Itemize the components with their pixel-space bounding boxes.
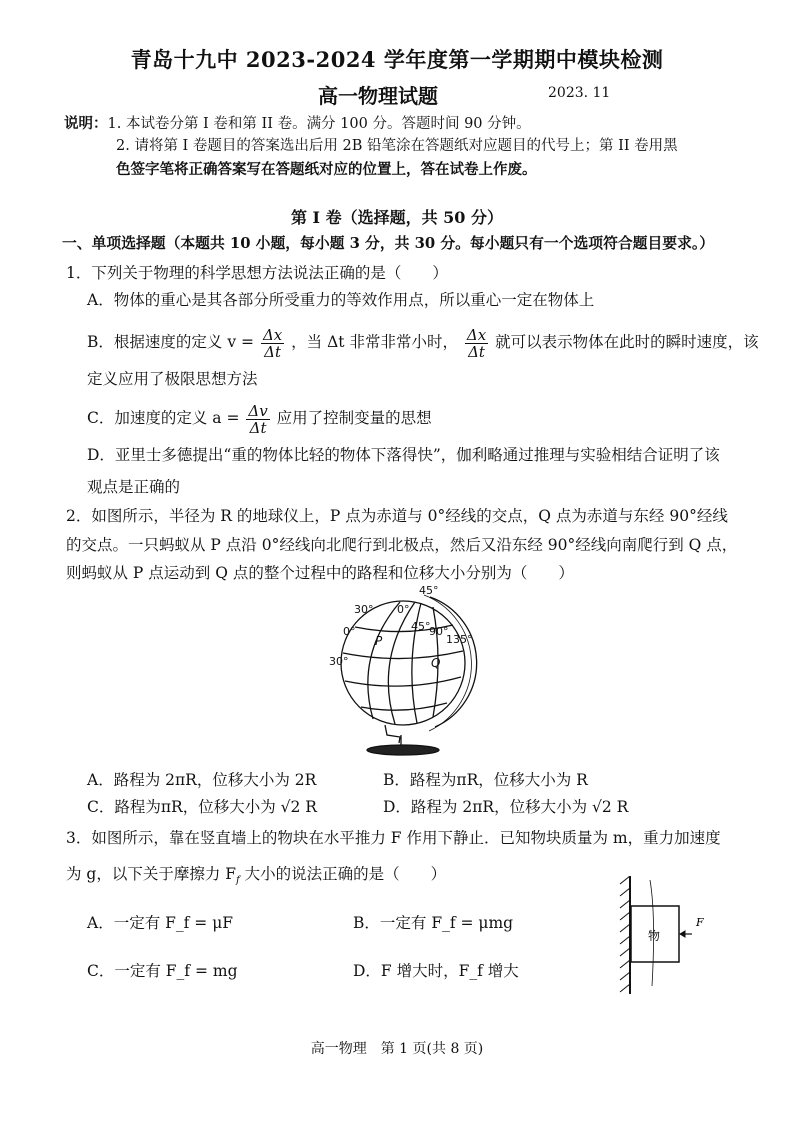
- page-footer: 高一物理 第 1 页(共 8 页): [310, 1041, 484, 1057]
- q2-option-c: C．路程为πR，位移大小为 √2 R: [87, 798, 317, 816]
- fraction-dv-dt: $\frac{\Delta v}{\Delta t}$: [248, 401, 268, 437]
- q1-option-a: A．物体的重心是其各部分所受重力的等效作用点，所以重心一定在物体上: [87, 291, 595, 309]
- part1-title: 第 I 卷（选择题，共 50 分）: [290, 208, 504, 227]
- globe-figure: [325, 585, 485, 760]
- point-p-label: P: [375, 634, 383, 648]
- section-heading: 一、单项选择题（本题共 10 小题，每小题 3 分，共 30 分。每小题只有一个选项符合题目要求。）: [62, 235, 715, 252]
- force-label: F: [696, 916, 704, 929]
- q2-option-b: B．路程为πR，位移大小为 R: [383, 771, 588, 789]
- block-label: 物: [648, 929, 661, 943]
- q2-line-2: 的交点。一只蚂蚁从 P 点沿 0°经线向北爬行到北极点，然后又沿东经 90°经线向南爬行到 Q 点，: [66, 536, 738, 554]
- notes-line-1: 说明：1. 本试卷分第 I 卷和第 II 卷。满分 100 分。答题时间 90 分钟。: [64, 115, 531, 132]
- globe-label-90: 90°: [429, 625, 449, 638]
- globe-label-30-top: 30°: [354, 603, 374, 616]
- notes-label: 说明：: [64, 115, 108, 132]
- q2-line-3: 则蚂蚁从 P 点运动到 Q 点的整个过程中的路程和位移大小分别为（ ）: [66, 564, 574, 582]
- fraction-dx-dt-2: $\frac{\Delta x}{\Delta t}$: [466, 325, 487, 361]
- q1-option-c: C．加速度的定义 a = $\frac{\Delta v}{\Delta t}$ 应用了控制变量的思想: [87, 401, 432, 437]
- q3-option-a: A．一定有 F_f = μF: [87, 914, 234, 932]
- notes-line-2: 2. 请将第 I 卷题目的答案选出后用 2B 铅笔涂在答题纸对应题目的代号上；第 II 卷用黑: [116, 138, 678, 154]
- q3-line-1: 3．如图所示，靠在竖直墙上的物块在水平推力 F 作用下静止．已知物块质量为 m，重力加速度: [66, 829, 721, 847]
- q1-option-d: D．亚里士多德提出“重的物体比轻的物体下落得快”，伽利略通过推理与实验相结合证明了该: [87, 446, 720, 464]
- globe-label-45-top: 45°: [419, 585, 439, 597]
- q3-option-d: D．F 增大时，F_f 增大: [353, 962, 519, 980]
- q1-option-b: B．根据速度的定义 v = $\frac{\Delta x}{\Delta t}$ ，当 Δt 非常非常小时， $\frac{\Delta x}{\Delta t}$ 就可以表示物体在此时的瞬时速度，该: [87, 325, 759, 361]
- exam-subtitle: 高一物理试题: [318, 84, 438, 108]
- fraction-dx-dt: $\frac{\Delta x}{\Delta t}$: [262, 325, 283, 361]
- globe-label-0-top: 0°: [397, 603, 410, 616]
- point-q-label: Q: [431, 656, 441, 670]
- q3-option-b: B．一定有 F_f = μmg: [353, 914, 514, 932]
- globe-label-30-left: 30°: [329, 655, 349, 668]
- q2-line-1: 2．如图所示，半径为 R 的地球仪上，P 点为赤道与 0°经线的交点，Q 点为赤道与东经 90°经线: [66, 507, 728, 525]
- globe-label-0-left: 0°: [343, 625, 356, 638]
- q2-option-d: D．路程为 2πR，位移大小为 √2 R: [383, 798, 629, 816]
- q1-stem: 1．下列关于物理的科学思想方法说法正确的是（ ）: [66, 264, 448, 282]
- q2-option-a: A．路程为 2πR，位移大小为 2R: [87, 771, 317, 789]
- globe-label-135: 135°: [446, 633, 473, 646]
- notes-line-3: 色签字笔将正确答案写在答题纸对应的位置上，答在试卷上作废。: [116, 161, 537, 178]
- q1-option-b-cont: 定义应用了极限思想方法: [87, 370, 258, 388]
- q3-option-c: C．一定有 F_f = mg: [87, 962, 238, 980]
- wall-block-figure: [612, 876, 722, 996]
- exam-date: 2023. 11: [548, 85, 611, 101]
- globe-label-45: 45°: [411, 620, 431, 633]
- exam-title: 青岛十九中 2023-2024 学年度第一学期期中模块检测: [130, 47, 664, 72]
- q3-line-2: 为 g，以下关于摩擦力 $F_f$ 大小的说法正确的是（ ）: [66, 865, 447, 887]
- q1-option-d-cont: 观点是正确的: [87, 478, 181, 496]
